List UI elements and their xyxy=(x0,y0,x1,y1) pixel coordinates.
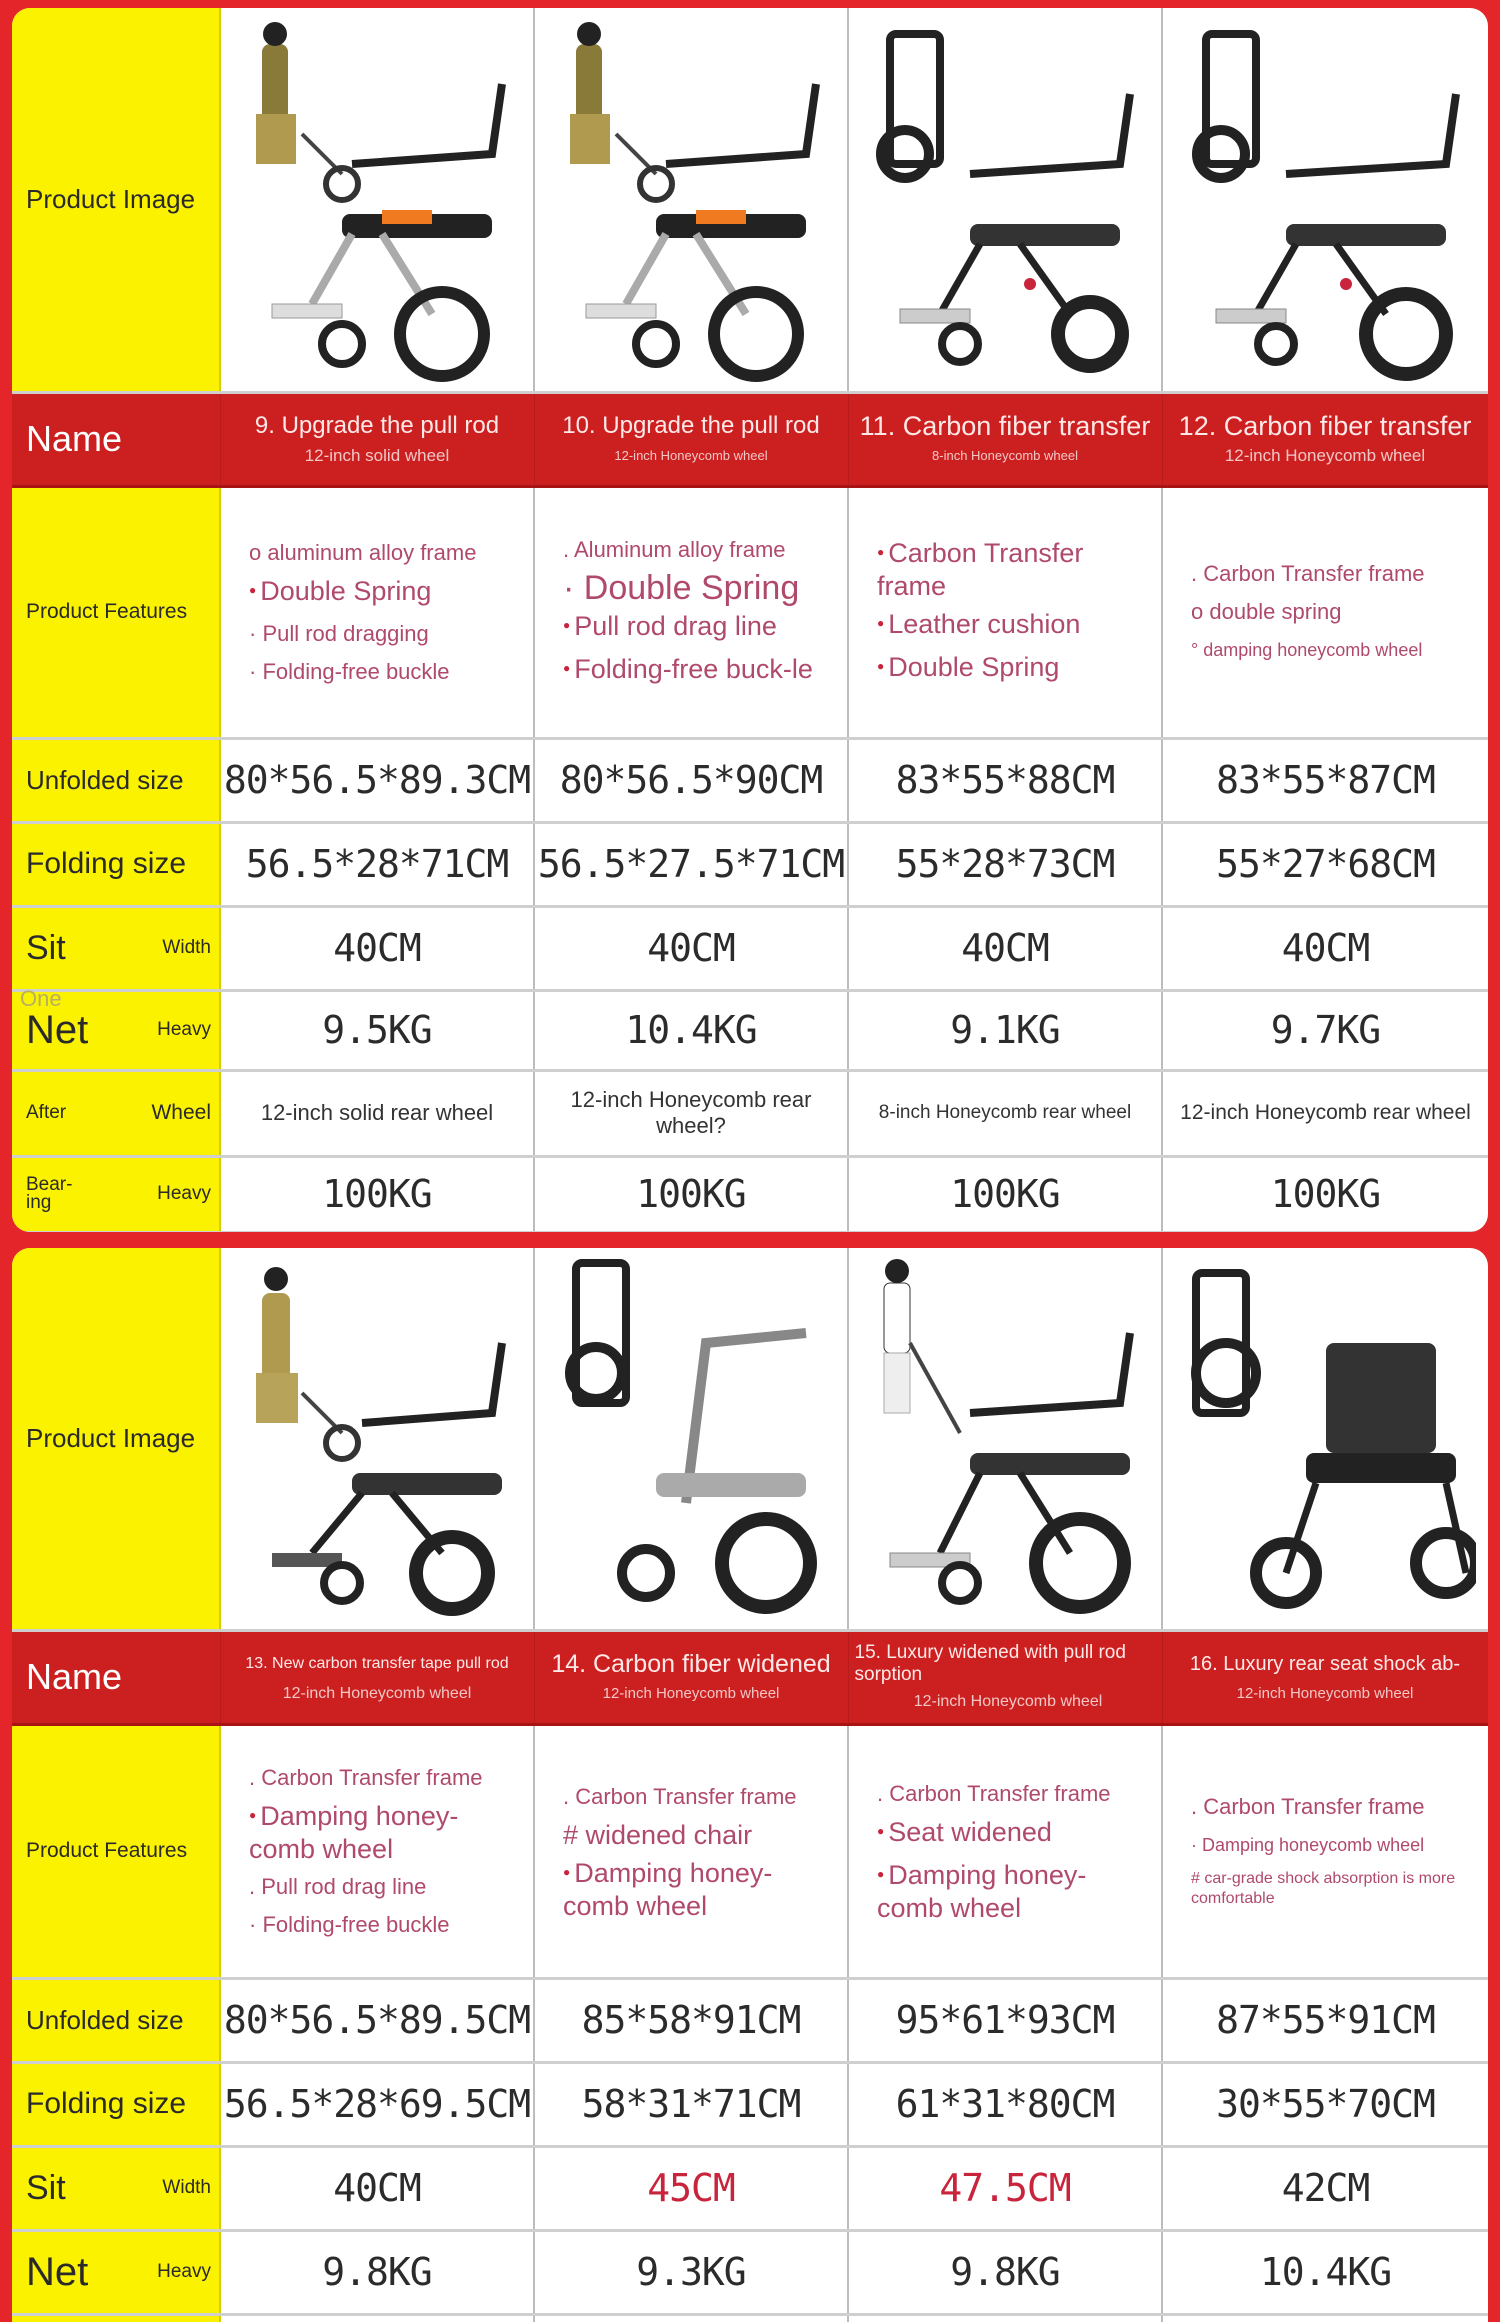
label-net-weight: Net Heavy xyxy=(12,2230,220,2314)
folding-size-value: 55*27*68CM xyxy=(1162,822,1488,906)
row-folding-size xyxy=(12,822,1488,906)
unfolded-size-value: 80*56.5*89.5CM xyxy=(220,1978,534,2062)
label-product-features: Product Features xyxy=(12,486,220,738)
feature-item: ● Double Spring xyxy=(877,653,1145,686)
row-rear-wheel xyxy=(12,1070,1488,1156)
row-product-features xyxy=(12,486,1488,738)
bearing-value: 100KG xyxy=(1162,1156,1488,1232)
feature-item: . Aluminum alloy frame xyxy=(563,537,786,562)
product-image-11 xyxy=(848,8,1162,392)
features-9 xyxy=(220,486,534,738)
label-name: Name xyxy=(12,392,220,486)
feature-item: ● Damping honey-comb wheel xyxy=(249,1802,517,1863)
unfolded-size-value: 85*58*91CM xyxy=(534,1978,848,2062)
net-weight-value: 10.4KG xyxy=(534,990,848,1070)
row-product-image xyxy=(12,1248,1488,1630)
product-image-12 xyxy=(1162,8,1488,392)
label-folding-size: Folding size xyxy=(12,822,220,906)
seat-width-value: 45CM xyxy=(534,2146,848,2230)
feature-item: . Carbon Transfer frame xyxy=(563,1783,797,1809)
bearing-value: 100KG xyxy=(534,1156,848,1232)
wheelchair-image xyxy=(546,1253,836,1623)
wheelchair-image xyxy=(232,1253,522,1623)
folding-size-value: 55*28*73CM xyxy=(848,822,1162,906)
feature-item: ● Seat widened xyxy=(877,1818,1145,1851)
label-product-image: Product Image xyxy=(12,1248,220,1630)
features-11 xyxy=(848,486,1162,738)
rear-wheel-value: 12-inch solid rear wheel xyxy=(220,1070,534,1156)
product-image-15 xyxy=(848,1248,1162,1630)
rear-wheel-value: 8-inch Honeycomb rear wheel xyxy=(848,1070,1162,1156)
comparison-table-top xyxy=(12,8,1488,1232)
rear-wheel-value: 12-inch Honeycomb rear wheel xyxy=(1162,1070,1488,1156)
folding-size-value: 56.5*28*69.5CM xyxy=(220,2062,534,2146)
name-text: 9. Upgrade the pull rod xyxy=(254,412,500,439)
feature-item: ● Leather cushion xyxy=(877,610,1145,643)
label-product-image: Product Image xyxy=(12,8,220,392)
feature-item: . Carbon Transfer frame xyxy=(877,1781,1111,1806)
label-unfolded-size: Unfolded size xyxy=(12,1978,220,2062)
bearing-value: 100KG xyxy=(848,1156,1162,1232)
product-image-13 xyxy=(220,1248,534,1630)
wheelchair-image xyxy=(1176,1253,1476,1623)
row-name xyxy=(12,1630,1488,1724)
product-name-9 xyxy=(220,392,534,486)
label-folding-size: Folding size xyxy=(12,2062,220,2146)
row-product-features xyxy=(12,1724,1488,1978)
feature-item: · Double Spring xyxy=(563,569,800,607)
seat-width-value: 40CM xyxy=(220,2146,534,2230)
feature-item: · Folding-free buckle xyxy=(249,1911,450,1937)
feature-item: ● Double Spring xyxy=(249,577,517,610)
folding-size-value: 56.5*28*71CM xyxy=(220,822,534,906)
wheelchair-image xyxy=(546,14,836,384)
product-name-15 xyxy=(848,1630,1162,1724)
features-13 xyxy=(220,1724,534,1978)
label-net-weight: One Net Heavy xyxy=(12,990,220,1070)
feature-item: ● Damping honey-comb wheel xyxy=(563,1859,831,1920)
feature-item: · Damping honeycomb wheel xyxy=(1191,1835,1425,1855)
unfolded-size-value: 95*61*93CM xyxy=(848,1978,1162,2062)
seat-width-value: 47.5CM xyxy=(848,2146,1162,2230)
feature-item: ● Folding-free buck-le xyxy=(563,655,831,688)
net-weight-value: 9.1KG xyxy=(848,990,1162,1070)
feature-item: ● Damping honey-comb wheel xyxy=(877,1861,1145,1922)
name-text: 13. New carbon transfer tape pull rod xyxy=(245,1655,509,1672)
wheel-subtitle: 12-inch Honeycomb wheel xyxy=(602,1685,780,1702)
comparison-card-top xyxy=(12,8,1488,1232)
name-text: 11. Carbon fiber transfer xyxy=(859,411,1151,441)
row-folding-size xyxy=(12,2062,1488,2146)
label-product-features: Product Features xyxy=(12,1724,220,1978)
features-15 xyxy=(848,1724,1162,1978)
seat-width-value: 40CM xyxy=(848,906,1162,990)
features-14 xyxy=(534,1724,848,1978)
row-name xyxy=(12,392,1488,486)
features-10 xyxy=(534,486,848,738)
row-unfolded-size xyxy=(12,738,1488,822)
product-name-14 xyxy=(534,1630,848,1724)
wheel-subtitle: 12-inch Honeycomb wheel xyxy=(1236,1685,1414,1702)
feature-item: o double spring xyxy=(1191,599,1342,624)
row-seat-width xyxy=(12,2146,1488,2230)
feature-item: · Pull rod dragging xyxy=(249,620,429,646)
seat-width-value: 40CM xyxy=(1162,906,1488,990)
label-bearing: Bear-ing Heavy xyxy=(12,1156,220,1232)
wheel-subtitle: 8-inch Honeycomb wheel xyxy=(932,448,1078,463)
label-partial xyxy=(12,2314,220,2322)
feature-item: ● Pull rod drag line xyxy=(563,612,831,645)
wheel-subtitle: 12-inch solid wheel xyxy=(304,446,450,465)
label-name: Name xyxy=(12,1630,220,1724)
unfolded-size-value: 83*55*88CM xyxy=(848,738,1162,822)
feature-item: o aluminum alloy frame xyxy=(249,539,477,565)
label-seat-width: Sit Width xyxy=(12,2146,220,2230)
label-seat-width: Sit Width xyxy=(12,906,220,990)
product-image-9 xyxy=(220,8,534,392)
name-text: 12. Carbon fiber transfer xyxy=(1178,411,1472,441)
unfolded-size-value: 80*56.5*89.3CM xyxy=(220,738,534,822)
wheelchair-image xyxy=(860,14,1150,384)
feature-item: · Folding-free buckle xyxy=(249,658,450,684)
feature-item: . Pull rod drag line xyxy=(249,1873,427,1899)
row-net-weight xyxy=(12,990,1488,1070)
feature-item: # widened chair xyxy=(563,1819,753,1850)
row-unfolded-size xyxy=(12,1978,1488,2062)
feature-item: ● Carbon Transfer frame xyxy=(877,539,1145,600)
feature-item: . Carbon Transfer frame xyxy=(249,1764,483,1790)
name-text: 10. Upgrade the pull rod xyxy=(562,412,820,439)
folding-size-value: 30*55*70CM xyxy=(1162,2062,1488,2146)
features-12 xyxy=(1162,486,1488,738)
row-bearing xyxy=(12,1156,1488,1232)
row-seat-width xyxy=(12,906,1488,990)
folding-size-value: 56.5*27.5*71CM xyxy=(534,822,848,906)
row-product-image xyxy=(12,8,1488,392)
product-name-12 xyxy=(1162,392,1488,486)
bearing-value: 100KG xyxy=(220,1156,534,1232)
wheel-subtitle: 12-inch Honeycomb wheel xyxy=(614,448,768,463)
wheelchair-image xyxy=(1176,14,1476,384)
product-image-10 xyxy=(534,8,848,392)
net-weight-value: 9.5KG xyxy=(220,990,534,1070)
wheelchair-image xyxy=(232,14,522,384)
folding-size-value: 58*31*71CM xyxy=(534,2062,848,2146)
name-text: 14. Carbon fiber widened xyxy=(551,1650,831,1678)
net-weight-value: 9.7KG xyxy=(1162,990,1488,1070)
comparison-card-bottom xyxy=(12,1248,1488,2322)
unfolded-size-value: 83*55*87CM xyxy=(1162,738,1488,822)
wheel-subtitle: 12-inch Honeycomb wheel xyxy=(913,1693,1103,1710)
wheel-subtitle: 12-inch Honeycomb wheel xyxy=(282,1685,472,1702)
net-weight-value: 9.8KG xyxy=(848,2230,1162,2314)
rear-wheel-value: 12-inch Honeycomb rear wheel? xyxy=(534,1070,848,1156)
unfolded-size-value: 80*56.5*90CM xyxy=(534,738,848,822)
net-weight-value: 10.4KG xyxy=(1162,2230,1488,2314)
seat-width-value: 40CM xyxy=(534,906,848,990)
seat-width-value: 42CM xyxy=(1162,2146,1488,2230)
net-weight-value: 9.3KG xyxy=(534,2230,848,2314)
wheelchair-image xyxy=(860,1253,1150,1623)
net-weight-value: 9.8KG xyxy=(220,2230,534,2314)
seat-width-value: 40CM xyxy=(220,906,534,990)
product-name-13 xyxy=(220,1630,534,1724)
wheel-subtitle: 12-inch Honeycomb wheel xyxy=(1224,446,1426,465)
name-text: 16. Luxury rear seat shock ab- xyxy=(1189,1653,1461,1675)
comparison-table-bottom xyxy=(12,1248,1488,2322)
row-partial xyxy=(12,2314,1488,2322)
label-unfolded-size: Unfolded size xyxy=(12,738,220,822)
name-text: 15. Luxury widened with pull rod sorption xyxy=(854,1642,1126,1685)
product-image-16 xyxy=(1162,1248,1488,1630)
product-name-10 xyxy=(534,392,848,486)
product-name-16 xyxy=(1162,1630,1488,1724)
features-16 xyxy=(1162,1724,1488,1978)
feature-item: ° damping honeycomb wheel xyxy=(1191,640,1423,660)
unfolded-size-value: 87*55*91CM xyxy=(1162,1978,1488,2062)
feature-item: # car-grade shock absorption is more comfortable xyxy=(1191,1870,1456,1907)
row-net-weight xyxy=(12,2230,1488,2314)
product-image-14 xyxy=(534,1248,848,1630)
feature-item: . Carbon Transfer frame xyxy=(1191,1794,1425,1819)
label-rear-wheel: After Wheel xyxy=(12,1070,220,1156)
folding-size-value: 61*31*80CM xyxy=(848,2062,1162,2146)
feature-item: . Carbon Transfer frame xyxy=(1191,561,1425,586)
product-name-11 xyxy=(848,392,1162,486)
